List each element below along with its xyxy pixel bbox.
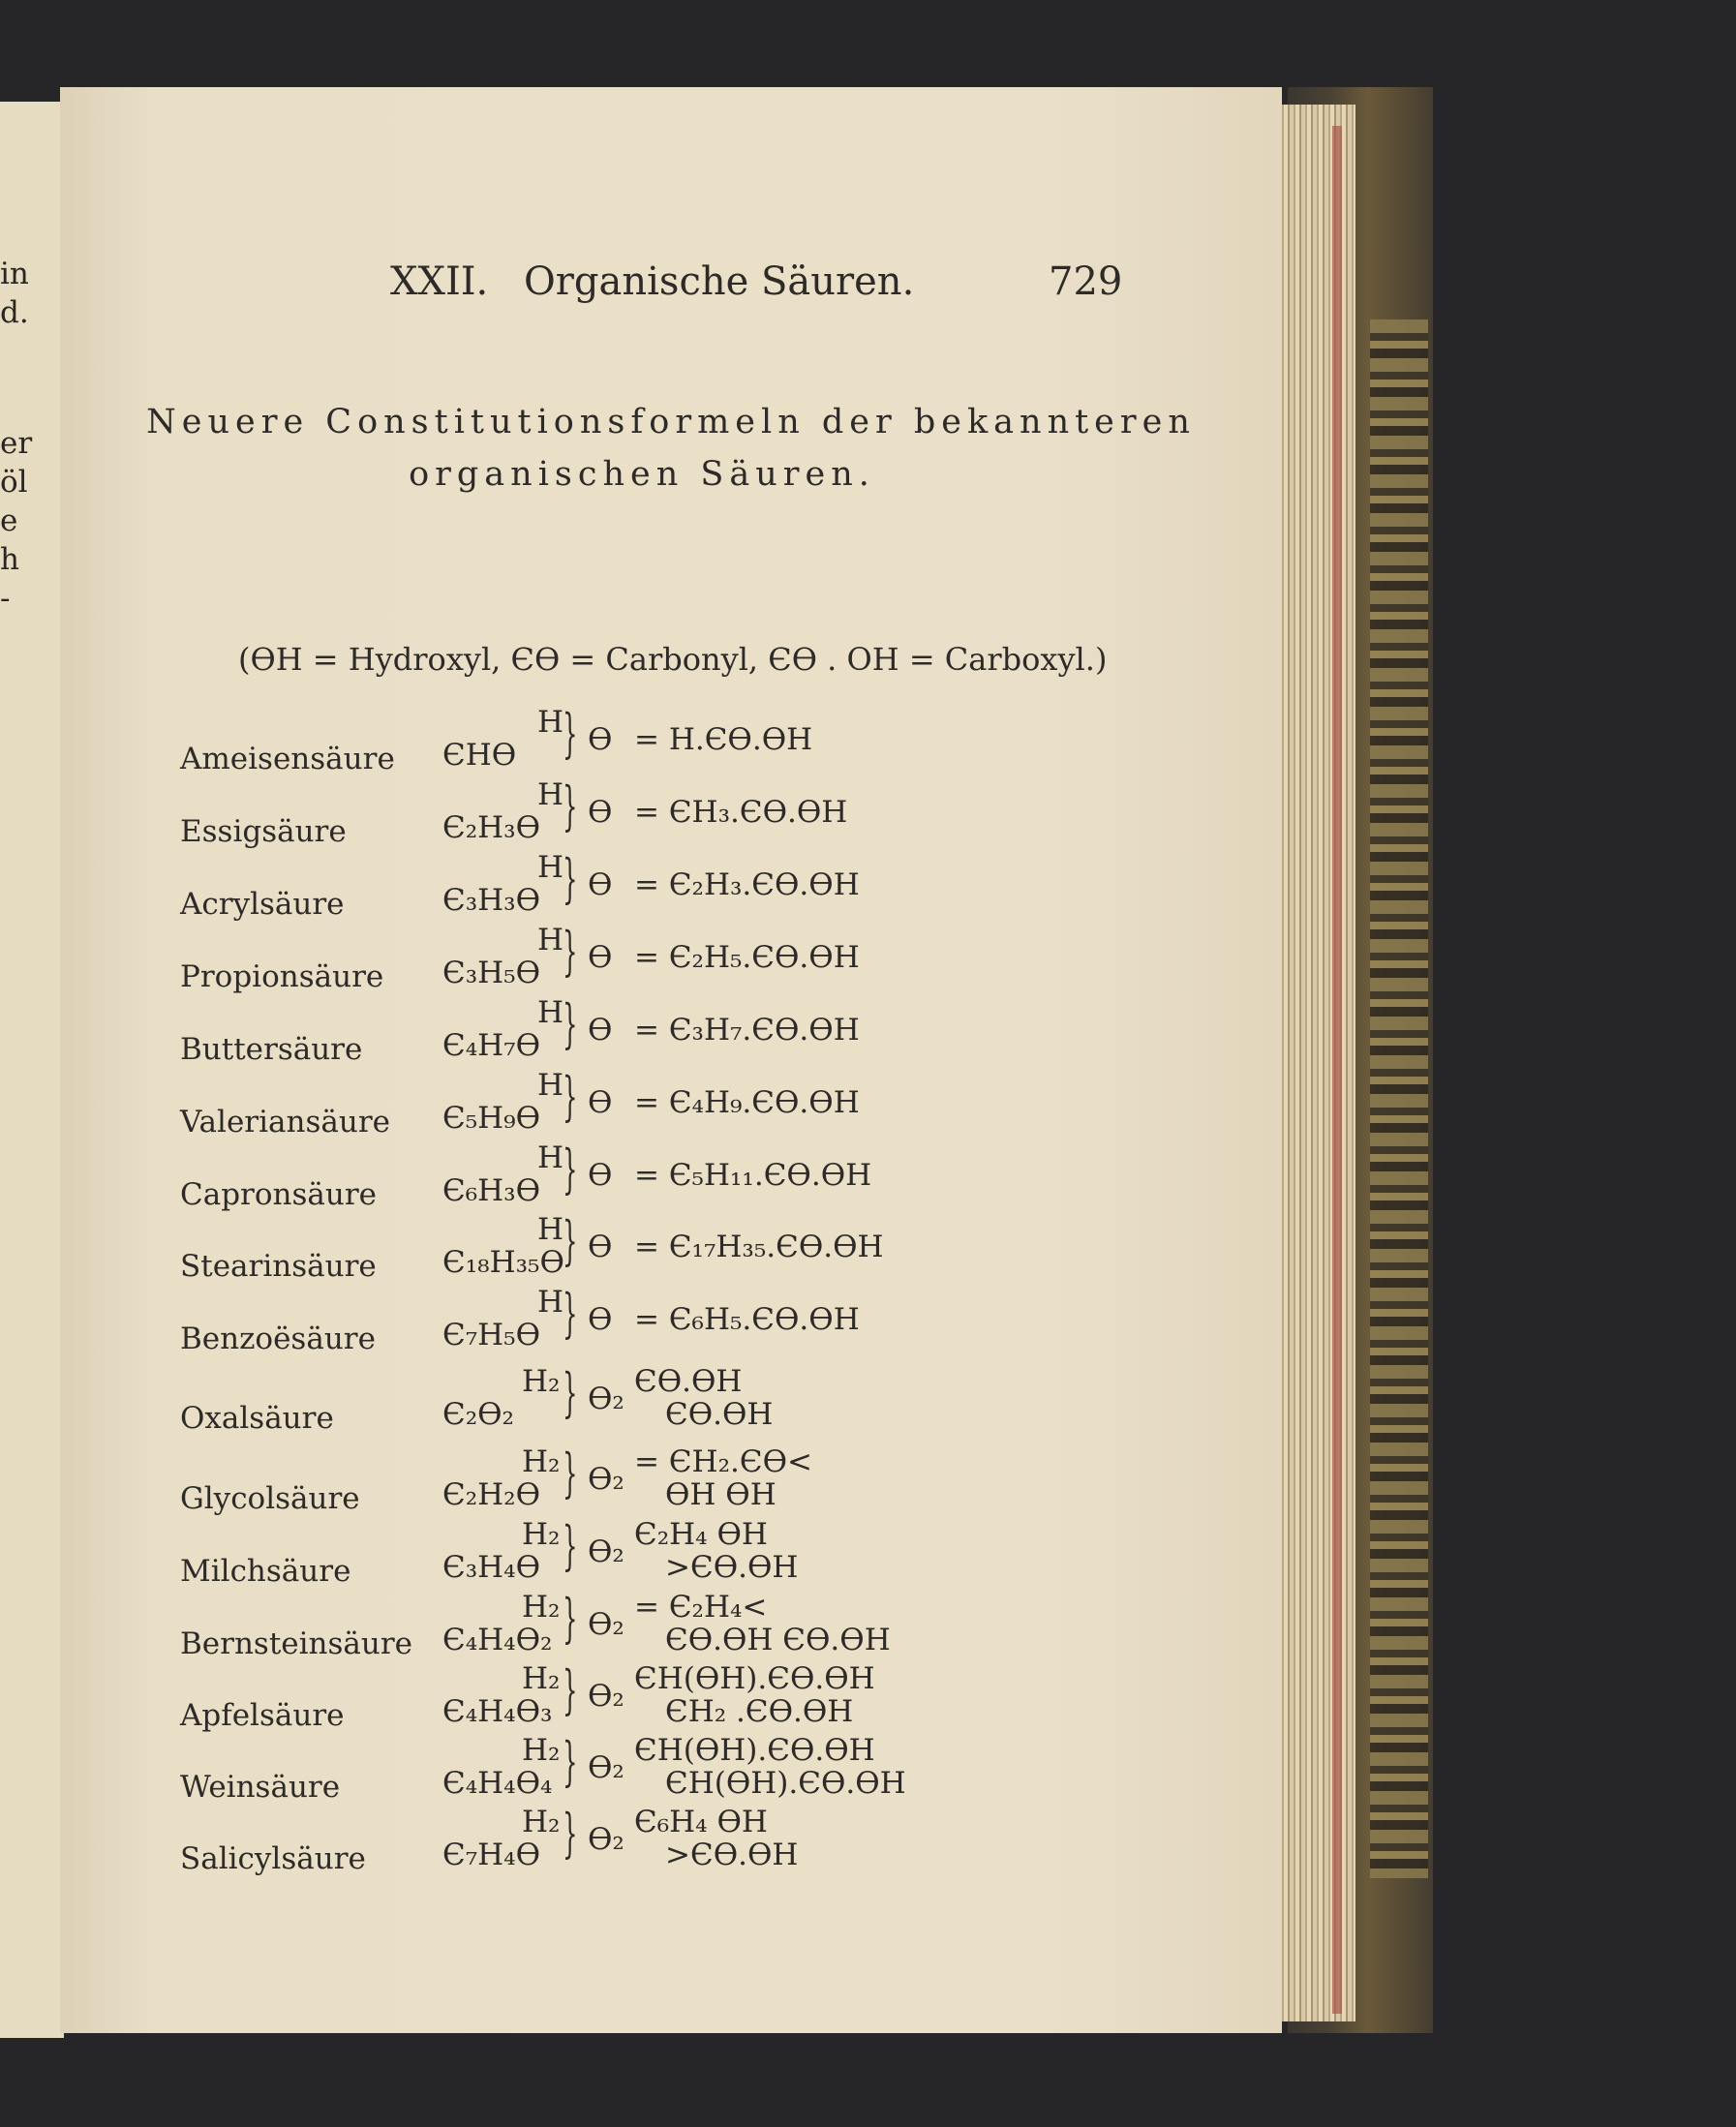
brace-glyph: } bbox=[563, 1210, 578, 1271]
acid-name: Bernsteinsäure bbox=[180, 1626, 413, 1661]
formula-rhs-line2: ЄH(ϴH).Єϴ.ϴH bbox=[665, 1766, 906, 1801]
formula-bottom: Є₇H₅ϴ bbox=[442, 1318, 541, 1352]
formula-rhs-line1: = Є₅H₁₁.Єϴ.ϴH bbox=[634, 1158, 872, 1193]
formula-oxygen: ϴ bbox=[588, 867, 613, 902]
acid-name: Glycolsäure bbox=[180, 1481, 360, 1516]
formula-rhs-line1: = Є₄H₉.Єϴ.ϴH bbox=[634, 1085, 860, 1120]
formula-rhs-line2: ϴH ϴH bbox=[665, 1477, 777, 1512]
formula-bottom: Є₄H₇ϴ bbox=[442, 1028, 541, 1063]
formula-oxygen: ϴ bbox=[588, 1013, 613, 1048]
formula-oxygen: ϴ bbox=[588, 1085, 613, 1120]
formula-bottom: Є₂H₃ϴ bbox=[442, 810, 541, 845]
brace-glyph: } bbox=[563, 1731, 578, 1792]
formula-bottom: Є₃H₅ϴ bbox=[442, 956, 541, 990]
formula-oxygen: ϴ₂ bbox=[588, 1382, 624, 1416]
formula-bottom: ЄHϴ bbox=[442, 738, 517, 773]
acid-name: Valeriansäure bbox=[180, 1105, 390, 1139]
brace-glyph: } bbox=[563, 1362, 578, 1423]
brace-glyph: } bbox=[563, 848, 578, 909]
acid-name: Capronsäure bbox=[180, 1177, 378, 1212]
acid-formula bbox=[442, 993, 1023, 1063]
formula-top: H bbox=[537, 1068, 564, 1103]
left-fragment: er bbox=[0, 426, 33, 461]
formula-rhs-line1: = Є₆H₅.Єϴ.ϴH bbox=[634, 1302, 860, 1337]
formula-top: H₂ bbox=[522, 1590, 561, 1625]
formula-top: H₂ bbox=[522, 1444, 561, 1479]
formula-top: H bbox=[537, 1212, 564, 1247]
formula-oxygen: ϴ₂ bbox=[588, 1462, 624, 1497]
acid-formula bbox=[442, 1210, 1023, 1280]
page-title: Organische Säuren. bbox=[524, 259, 915, 304]
legend: (ϴH = Hydroxyl, Єϴ = Carbonyl, Єϴ . OH = Carboxyl.) bbox=[238, 641, 1108, 678]
formula-oxygen: ϴ bbox=[588, 722, 613, 757]
book-page bbox=[60, 87, 1282, 2033]
acid-formula bbox=[442, 1443, 1023, 1512]
formula-bottom: Є₁₈H₃₅ϴ bbox=[442, 1245, 564, 1280]
formula-rhs-line1: = Є₃H₇.Єϴ.ϴH bbox=[634, 1013, 860, 1048]
brace-glyph: } bbox=[563, 1066, 578, 1127]
acid-formula bbox=[442, 1283, 1023, 1352]
acid-name: Buttersäure bbox=[180, 1032, 363, 1067]
page-number: 729 bbox=[1049, 259, 1123, 304]
left-fragment: in bbox=[0, 257, 29, 291]
formula-bottom: Є₄H₄ϴ₄ bbox=[442, 1766, 553, 1801]
acid-formula bbox=[442, 1066, 1023, 1136]
acid-formula bbox=[442, 1588, 1023, 1657]
formula-rhs-line1: = Є₂H₄< bbox=[634, 1590, 768, 1625]
formula-top: H bbox=[537, 850, 564, 885]
formula-rhs-line2: >Єϴ.ϴH bbox=[665, 1550, 799, 1585]
acid-formula bbox=[442, 1139, 1023, 1208]
acid-name: Apfelsäure bbox=[180, 1698, 345, 1733]
formula-oxygen: ϴ₂ bbox=[588, 1822, 624, 1857]
formula-bottom: Є₂H₂ϴ bbox=[442, 1477, 541, 1512]
brace-glyph: } bbox=[563, 1443, 578, 1504]
acid-formula bbox=[442, 848, 1023, 918]
acid-formula bbox=[442, 1659, 1023, 1729]
formula-rhs-line1: = Є₂H₃.Єϴ.ϴH bbox=[634, 867, 860, 902]
section-heading: Neuere Constitutionsformeln der bekannteren bbox=[146, 403, 1196, 441]
acid-name: Benzoësäure bbox=[180, 1322, 376, 1356]
chapter-number: XXII. bbox=[390, 259, 489, 304]
formula-rhs-line1: = H.Єϴ.ϴH bbox=[634, 722, 813, 757]
acid-formula bbox=[442, 1731, 1023, 1801]
formula-bottom: Є₄H₄ϴ₂ bbox=[442, 1623, 553, 1657]
formula-top: H bbox=[537, 777, 564, 812]
acid-formula bbox=[442, 775, 1023, 845]
formula-rhs-line1: ЄH(ϴH).Єϴ.ϴH bbox=[634, 1733, 875, 1768]
left-page bbox=[0, 102, 64, 2038]
formula-rhs-line1: Єϴ.ϴH bbox=[634, 1364, 743, 1399]
acid-formula bbox=[442, 1362, 1023, 1432]
acid-name: Stearinsäure bbox=[180, 1249, 377, 1284]
formula-oxygen: ϴ₂ bbox=[588, 1534, 624, 1569]
formula-top: H bbox=[537, 923, 564, 957]
left-fragment: h bbox=[0, 542, 19, 577]
formula-rhs-line1: = ЄH₃.Єϴ.ϴH bbox=[634, 795, 848, 830]
acid-name: Oxalsäure bbox=[180, 1401, 334, 1436]
acid-formula bbox=[442, 1515, 1023, 1585]
brace-glyph: } bbox=[563, 993, 578, 1054]
formula-top: H₂ bbox=[522, 1805, 561, 1839]
formula-bottom: Є₅H₉ϴ bbox=[442, 1101, 541, 1136]
section-heading-line2: organischen Säuren. bbox=[409, 455, 875, 494]
brace-glyph: } bbox=[563, 1283, 578, 1344]
formula-oxygen: ϴ₂ bbox=[588, 1750, 624, 1785]
formula-top: H bbox=[537, 995, 564, 1030]
formula-oxygen: ϴ bbox=[588, 1158, 613, 1193]
formula-bottom: Є₇H₄ϴ bbox=[442, 1838, 541, 1872]
formula-bottom: Є₆H₃ϴ bbox=[442, 1173, 541, 1208]
acid-name: Weinsäure bbox=[180, 1770, 341, 1805]
brace-glyph: } bbox=[563, 1659, 578, 1720]
book-spine bbox=[1370, 319, 1428, 1878]
formula-bottom: Є₃H₄ϴ bbox=[442, 1550, 541, 1585]
left-fragment: öl bbox=[0, 465, 28, 500]
acid-formula bbox=[442, 1803, 1023, 1872]
brace-glyph: } bbox=[563, 775, 578, 836]
formula-top: H₂ bbox=[522, 1733, 561, 1768]
acid-name: Milchsäure bbox=[180, 1554, 351, 1589]
formula-top: H₂ bbox=[522, 1364, 561, 1399]
acid-name: Propionsäure bbox=[180, 959, 384, 994]
formula-top: H bbox=[537, 705, 564, 740]
formula-oxygen: ϴ₂ bbox=[588, 1607, 624, 1642]
acid-name: Salicylsäure bbox=[180, 1841, 366, 1876]
acid-formula bbox=[442, 921, 1023, 990]
formula-oxygen: ϴ bbox=[588, 940, 613, 975]
formula-bottom: Є₄H₄ϴ₃ bbox=[442, 1694, 553, 1729]
formula-top: H₂ bbox=[522, 1661, 561, 1696]
formula-rhs-line1: = Є₁₇H₃₅.Єϴ.ϴH bbox=[634, 1230, 884, 1264]
formula-rhs-line1: Є₂H₄ ϴH bbox=[634, 1517, 768, 1552]
left-fragment: d. bbox=[0, 295, 29, 330]
formula-rhs-line1: ЄH(ϴH).Єϴ.ϴH bbox=[634, 1661, 875, 1696]
formula-bottom: Є₃H₃ϴ bbox=[442, 883, 541, 918]
brace-glyph: } bbox=[563, 1803, 578, 1864]
formula-rhs-line2: Єϴ.ϴH Єϴ.ϴH bbox=[665, 1623, 891, 1657]
formula-rhs-line2: ЄH₂ .Єϴ.ϴH bbox=[665, 1694, 854, 1729]
acid-name: Essigsäure bbox=[180, 814, 347, 849]
formula-bottom: Є₂ϴ₂ bbox=[442, 1397, 514, 1432]
formula-oxygen: ϴ bbox=[588, 1302, 613, 1337]
left-fragment: - bbox=[0, 581, 11, 616]
formula-rhs-line2: Єϴ.ϴH bbox=[665, 1397, 774, 1432]
brace-glyph: } bbox=[563, 703, 578, 764]
page-edges-red bbox=[1332, 126, 1342, 2014]
formula-oxygen: ϴ bbox=[588, 1230, 613, 1264]
formula-top: H₂ bbox=[522, 1517, 561, 1552]
formula-top: H bbox=[537, 1285, 564, 1320]
acid-formula bbox=[442, 703, 1023, 773]
formula-rhs-line1: Є₆H₄ ϴH bbox=[634, 1805, 768, 1839]
left-fragment: e bbox=[0, 503, 18, 538]
brace-glyph: } bbox=[563, 1515, 578, 1576]
formula-rhs-line1: = Є₂H₅.Єϴ.ϴH bbox=[634, 940, 860, 975]
formula-oxygen: ϴ bbox=[588, 795, 613, 830]
formula-top: H bbox=[537, 1140, 564, 1175]
brace-glyph: } bbox=[563, 1139, 578, 1200]
acid-name: Ameisensäure bbox=[180, 742, 395, 776]
formula-rhs-line2: >Єϴ.ϴH bbox=[665, 1838, 799, 1872]
formula-rhs-line1: = ЄH₂.Єϴ< bbox=[634, 1444, 812, 1479]
formula-oxygen: ϴ₂ bbox=[588, 1679, 624, 1714]
brace-glyph: } bbox=[563, 1588, 578, 1649]
brace-glyph: } bbox=[563, 921, 578, 982]
acid-name: Acrylsäure bbox=[180, 887, 345, 922]
